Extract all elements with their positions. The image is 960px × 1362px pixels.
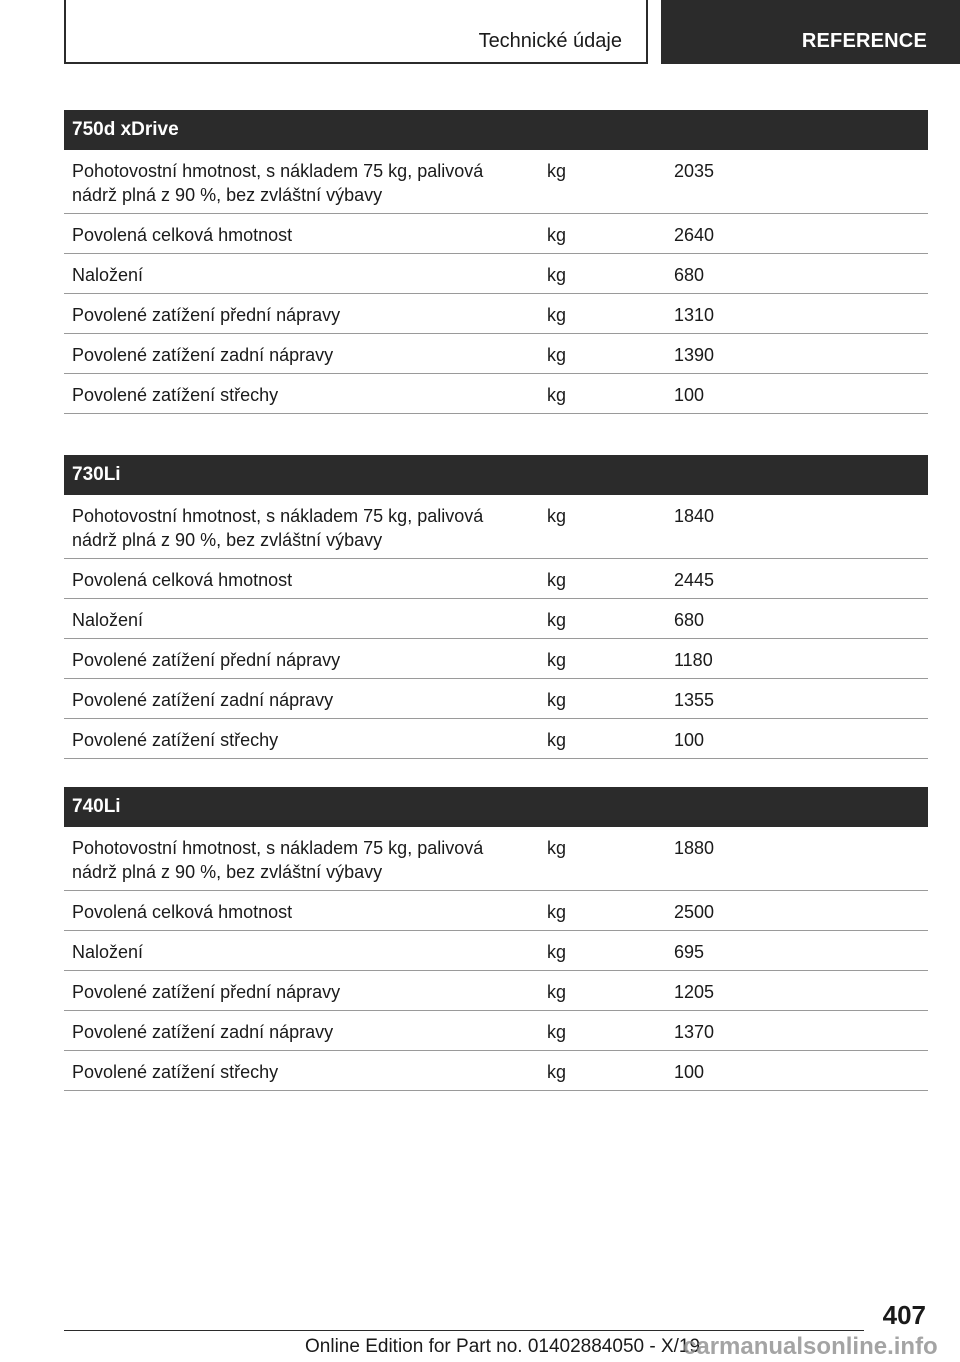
- row-label: Povolené zatížení přední nápravy: [72, 305, 341, 325]
- row-value: 2640: [674, 225, 715, 245]
- table-row: [64, 334, 928, 374]
- row-value: 100: [674, 1062, 705, 1082]
- table-row: [64, 374, 928, 414]
- table-row: [64, 827, 928, 891]
- row-unit: kg: [547, 506, 567, 526]
- row-value: 100: [674, 730, 705, 750]
- table-title: 730Li: [64, 455, 928, 495]
- table-row: [64, 495, 928, 559]
- row-value: 2035: [674, 161, 715, 181]
- row-unit: kg: [547, 610, 567, 630]
- spec-table-740li: [64, 787, 928, 1091]
- row-unit: kg: [547, 942, 567, 962]
- row-label: Pohotovostní hmotnost, s nákladem 75 kg, palivová nádrž plná z 90 %, bez zvláštní výbavy: [72, 161, 484, 205]
- row-value: 100: [674, 385, 705, 405]
- spec-table-730li: [64, 455, 928, 759]
- table-title: 740Li: [64, 787, 928, 827]
- table-row: [64, 931, 928, 971]
- row-value: 1205: [674, 982, 715, 1002]
- row-value: 1390: [674, 345, 715, 365]
- row-label: Povolená celková hmotnost: [72, 225, 293, 245]
- footer-divider: [64, 1330, 864, 1331]
- row-label: Naložení: [72, 942, 144, 962]
- header-section-title: Technické údaje: [478, 30, 622, 52]
- row-label: Povolené zatížení zadní nápravy: [72, 690, 334, 710]
- row-label: Naložení: [72, 265, 144, 285]
- table-row: [64, 679, 928, 719]
- row-unit: kg: [547, 902, 567, 922]
- watermark: carmanualsonline.info: [683, 1333, 938, 1360]
- row-label: Povolená celková hmotnost: [72, 902, 293, 922]
- row-unit: kg: [547, 838, 567, 858]
- row-label: Povolené zatížení střechy: [72, 385, 279, 405]
- table-row: [64, 1011, 928, 1051]
- row-label: Povolená celková hmotnost: [72, 570, 293, 590]
- row-value: 1840: [674, 506, 715, 526]
- row-label: Pohotovostní hmotnost, s nákladem 75 kg, palivová nádrž plná z 90 %, bez zvláštní výbavy: [72, 506, 484, 550]
- row-unit: kg: [547, 225, 567, 245]
- header-chapter-title: REFERENCE: [801, 30, 927, 52]
- row-label: Naložení: [72, 610, 144, 630]
- table-row: [64, 971, 928, 1011]
- row-unit: kg: [547, 345, 567, 365]
- header-section-box: [64, 0, 648, 64]
- row-value: 1370: [674, 1022, 715, 1042]
- row-label: Povolené zatížení střechy: [72, 1062, 279, 1082]
- table-row: [64, 639, 928, 679]
- spec-table-750d: [64, 110, 928, 414]
- table-row: [64, 719, 928, 759]
- row-label: Povolené zatížení přední nápravy: [72, 650, 341, 670]
- table-row: [64, 891, 928, 931]
- row-unit: kg: [547, 690, 567, 710]
- row-value: 1880: [674, 838, 715, 858]
- row-unit: kg: [547, 385, 567, 405]
- row-label: Povolené zatížení zadní nápravy: [72, 345, 334, 365]
- footer-edition-text: Online Edition for Part no. 01402884050 - X/19: [305, 1336, 701, 1357]
- header-chapter-box: [661, 0, 960, 64]
- row-value: 1180: [674, 650, 713, 670]
- row-unit: kg: [547, 265, 567, 285]
- table-row: [64, 559, 928, 599]
- row-value: 695: [674, 942, 705, 962]
- row-label: Povolené zatížení střechy: [72, 730, 279, 750]
- row-unit: kg: [547, 1062, 567, 1082]
- row-unit: kg: [547, 650, 567, 670]
- table-row: [64, 150, 928, 214]
- row-value: 680: [674, 610, 705, 630]
- row-unit: kg: [547, 570, 567, 590]
- row-unit: kg: [547, 982, 567, 1002]
- row-value: 680: [674, 265, 705, 285]
- table-row: [64, 214, 928, 254]
- row-label: Pohotovostní hmotnost, s nákladem 75 kg, palivová nádrž plná z 90 %, bez zvláštní výbavy: [72, 838, 484, 882]
- page-number: 407: [882, 1300, 926, 1330]
- row-unit: kg: [547, 730, 567, 750]
- row-value: 1310: [674, 305, 715, 325]
- row-label: Povolené zatížení zadní nápravy: [72, 1022, 334, 1042]
- table-row: [64, 254, 928, 294]
- row-label: Povolené zatížení přední nápravy: [72, 982, 341, 1002]
- row-unit: kg: [547, 161, 567, 181]
- table-row: [64, 599, 928, 639]
- row-unit: kg: [547, 1022, 567, 1042]
- row-unit: kg: [547, 305, 567, 325]
- table-row: [64, 294, 928, 334]
- row-value: 2500: [674, 902, 715, 922]
- table-row: [64, 1051, 928, 1091]
- row-value: 1355: [674, 690, 715, 710]
- row-value: 2445: [674, 570, 715, 590]
- table-title: 750d xDrive: [64, 110, 928, 150]
